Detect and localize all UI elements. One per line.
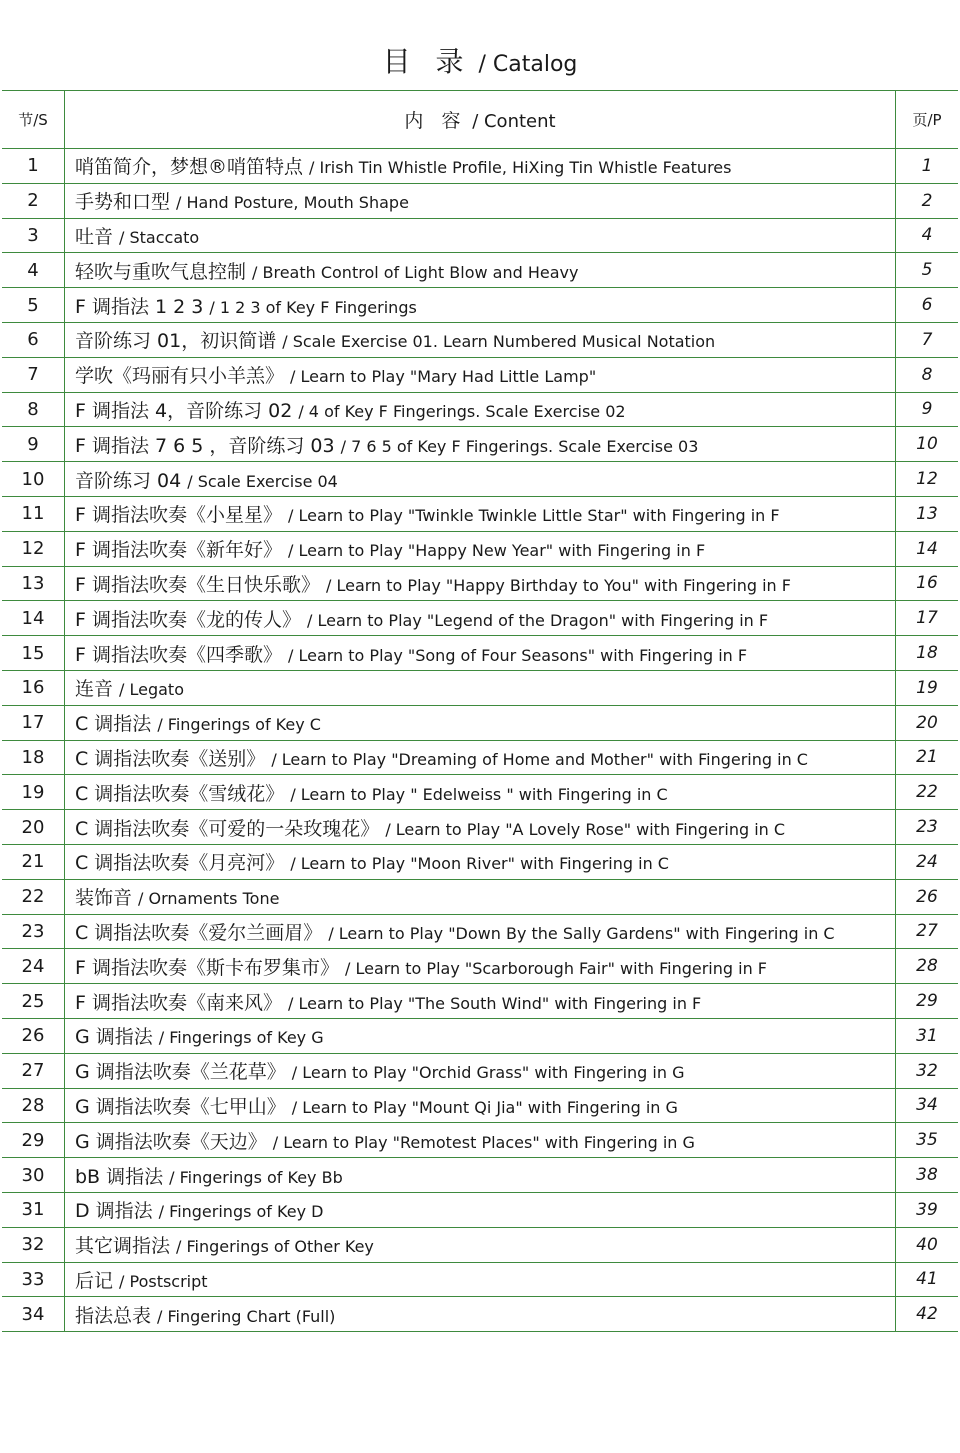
entry-title-en: / Scale Exercise 04 <box>187 471 338 491</box>
table-row[interactable] <box>2 914 958 949</box>
entry-content[interactable] <box>65 566 896 601</box>
section-number: 22 <box>2 879 65 914</box>
table-row[interactable] <box>2 183 958 218</box>
entry-title-zh: F 调指法吹奏《龙的传人》 <box>75 608 301 631</box>
entry-title-zh: C 调指法吹奏《可爱的一朵玫瑰花》 <box>75 817 380 840</box>
entry-title-en: / Learn to Play " Edelweiss " with Fingering in C <box>290 784 668 804</box>
section-number: 24 <box>2 949 65 984</box>
section-number: 13 <box>2 566 65 601</box>
entry-content[interactable] <box>65 1262 896 1297</box>
section-number: 9 <box>2 427 65 462</box>
entry-title-zh: F 调指法吹奏《小星星》 <box>75 504 282 527</box>
entry-title-en: / Learn to Play "Twinkle Twinkle Little Star" with Fingering in F <box>287 506 780 526</box>
table-row[interactable] <box>2 810 958 845</box>
table-row[interactable] <box>2 1227 958 1262</box>
entry-content[interactable] <box>65 392 896 427</box>
title-en: / Catalog <box>478 52 578 77</box>
entry-title-zh: F 调指法吹奏《生日快乐歌》 <box>75 573 320 596</box>
table-row[interactable] <box>2 253 958 288</box>
entry-title-zh: 音阶练习 04 <box>75 469 182 492</box>
entry-title-en: / Learn to Play "Moon River" with Fingering in C <box>290 854 669 874</box>
entry-content[interactable] <box>65 601 896 636</box>
entry-title-en: / Learn to Play "Scarborough Fair" with Fingering in F <box>344 958 767 978</box>
page-number: 6 <box>896 288 959 323</box>
entry-title-en: / Fingerings of Key C <box>157 715 321 735</box>
section-number: 27 <box>2 1053 65 1088</box>
page-number: 17 <box>896 601 959 636</box>
page-number: 24 <box>896 844 959 879</box>
section-number: 28 <box>2 1088 65 1123</box>
page-number: 5 <box>896 253 959 288</box>
header-section: 节/S <box>2 91 65 149</box>
entry-title-en: / Learn to Play "A Lovely Rose" with Fingering in C <box>385 819 786 839</box>
entry-title-en: / Learn to Play "Song of Four Seasons" with Fingering in F <box>287 645 748 665</box>
entry-title-en: / Breath Control of Light Blow and Heavy <box>252 262 579 282</box>
entry-title-zh: 其它调指法 <box>75 1235 171 1258</box>
entry-title-zh: 后记 <box>75 1269 114 1292</box>
page-number: 40 <box>896 1227 959 1262</box>
entry-content[interactable] <box>65 183 896 218</box>
entry-content[interactable] <box>65 1018 896 1053</box>
section-number: 6 <box>2 322 65 357</box>
entry-title-zh: C 调指法吹奏《雪绒花》 <box>75 782 285 805</box>
section-number: 23 <box>2 914 65 949</box>
entry-title-en: / Legato <box>119 680 184 700</box>
header-content-en: / Content <box>472 111 556 132</box>
table-row[interactable] <box>2 322 958 357</box>
page-number: 41 <box>896 1262 959 1297</box>
table-row[interactable] <box>2 357 958 392</box>
entry-content[interactable] <box>65 775 896 810</box>
table-row[interactable] <box>2 1192 958 1227</box>
table-row[interactable] <box>2 1018 958 1053</box>
entry-content[interactable] <box>65 844 896 879</box>
section-number: 33 <box>2 1262 65 1297</box>
entry-title-zh: 学吹《玛丽有只小羊羔》 <box>75 365 285 388</box>
entry-content[interactable] <box>65 636 896 671</box>
entry-content[interactable] <box>65 705 896 740</box>
entry-title-zh: 连音 <box>75 678 114 701</box>
page-number: 4 <box>896 218 959 253</box>
entry-title-zh: G 调指法吹奏《七甲山》 <box>75 1095 286 1118</box>
page-number: 2 <box>896 183 959 218</box>
table-row[interactable] <box>2 879 958 914</box>
table-row[interactable] <box>2 740 958 775</box>
page-number: 14 <box>896 531 959 566</box>
page-number: 29 <box>896 984 959 1019</box>
entry-title-zh: 吐音 <box>75 225 114 248</box>
entry-title-zh: G 调指法吹奏《天边》 <box>75 1130 267 1153</box>
section-number: 17 <box>2 705 65 740</box>
entry-title-en: / Learn to Play "Mary Had Little Lamp" <box>290 367 597 387</box>
entry-title-en: / Fingerings of Key G <box>158 1028 324 1048</box>
section-number: 12 <box>2 531 65 566</box>
entry-title-en: / Learn to Play "Happy New Year" with Fingering in F <box>287 541 706 561</box>
entry-title-zh: F 调指法吹奏《斯卡布罗集市》 <box>75 956 339 979</box>
entry-title-zh: F 调指法 4，音阶练习 02 <box>75 399 293 422</box>
entry-title-zh: 哨笛简介，梦想®哨笛特点 <box>75 156 304 179</box>
entry-content[interactable] <box>65 1053 896 1088</box>
entry-content[interactable] <box>65 357 896 392</box>
page-number: 27 <box>896 914 959 949</box>
section-number: 19 <box>2 775 65 810</box>
table-row[interactable] <box>2 775 958 810</box>
page-number: 23 <box>896 810 959 845</box>
entry-title-zh: G 调指法 <box>75 1026 153 1049</box>
entry-title-en: / Learn to Play "Happy Birthday to You" with Fingering in F <box>325 575 791 595</box>
entry-content[interactable] <box>65 322 896 357</box>
entry-title-zh: F 调指法吹奏《新年好》 <box>75 539 282 562</box>
table-header <box>2 91 958 149</box>
section-number: 31 <box>2 1192 65 1227</box>
header-content-zh: 内 容 <box>404 110 467 132</box>
section-number: 7 <box>2 357 65 392</box>
entry-content[interactable] <box>65 879 896 914</box>
page-number: 10 <box>896 427 959 462</box>
entry-title-zh: 音阶练习 01，初识简谱 <box>75 330 277 353</box>
section-number: 10 <box>2 462 65 497</box>
entry-title-en: / Scale Exercise 01. Learn Numbered Musical Notation <box>282 332 716 352</box>
table-row[interactable] <box>2 427 958 462</box>
table-row[interactable] <box>2 1053 958 1088</box>
table-row[interactable] <box>2 636 958 671</box>
table-row[interactable] <box>2 601 958 636</box>
page-number: 16 <box>896 566 959 601</box>
entry-content[interactable] <box>65 149 896 184</box>
entry-title-en: / Fingerings of Other Key <box>176 1237 374 1257</box>
page-number: 28 <box>896 949 959 984</box>
table-row[interactable] <box>2 1262 958 1297</box>
entry-title-en: / Staccato <box>119 227 200 247</box>
entry-title-en: / 7 6 5 of Key F Fingerings. Scale Exercise 03 <box>340 436 699 456</box>
header-page: 页/P <box>896 91 959 149</box>
page-number: 9 <box>896 392 959 427</box>
entry-title-en: / Learn to Play "Legend of the Dragon" with Fingering in F <box>306 610 769 630</box>
table-row[interactable] <box>2 496 958 531</box>
table-row[interactable] <box>2 1297 958 1332</box>
entry-content[interactable] <box>65 531 896 566</box>
entry-title-en: / Learn to Play "Mount Qi Jia" with Fingering in G <box>291 1097 678 1117</box>
entry-title-en: / Learn to Play "Orchid Grass" with Fingering in G <box>291 1063 685 1083</box>
table-row[interactable] <box>2 705 958 740</box>
entry-title-en: / Learn to Play "Remotest Places" with Fingering in G <box>272 1132 695 1152</box>
header-content <box>65 91 896 149</box>
entry-content[interactable] <box>65 810 896 845</box>
page-number: 20 <box>896 705 959 740</box>
page-number: 21 <box>896 740 959 775</box>
section-number: 1 <box>2 149 65 184</box>
table-row[interactable] <box>2 670 958 705</box>
table-row[interactable] <box>2 949 958 984</box>
entry-content[interactable] <box>65 1227 896 1262</box>
page-number: 1 <box>896 149 959 184</box>
entry-title-en: / Learn to Play "Down By the Sally Gardens" with Fingering in C <box>328 923 835 943</box>
entry-content[interactable] <box>65 914 896 949</box>
table-row[interactable] <box>2 566 958 601</box>
page-number: 38 <box>896 1158 959 1193</box>
section-number: 18 <box>2 740 65 775</box>
entry-title-en: / 1 2 3 of Key F Fingerings <box>209 297 417 317</box>
table-row[interactable] <box>2 392 958 427</box>
table-row[interactable] <box>2 149 958 184</box>
entry-content[interactable] <box>65 427 896 462</box>
entry-title-zh: C 调指法吹奏《送别》 <box>75 747 266 770</box>
section-number: 30 <box>2 1158 65 1193</box>
entry-content[interactable] <box>65 1123 896 1158</box>
entry-title-zh: F 调指法 1 2 3 <box>75 295 204 318</box>
entry-content[interactable] <box>65 1158 896 1193</box>
section-number: 16 <box>2 670 65 705</box>
page-number: 31 <box>896 1018 959 1053</box>
catalog-table <box>2 90 958 1332</box>
page-title <box>0 40 960 80</box>
page-number: 7 <box>896 322 959 357</box>
entry-title-en: / Hand Posture, Mouth Shape <box>176 193 409 213</box>
section-number: 32 <box>2 1227 65 1262</box>
entry-content[interactable] <box>65 1297 896 1332</box>
section-number: 34 <box>2 1297 65 1332</box>
section-number: 14 <box>2 601 65 636</box>
page-number: 22 <box>896 775 959 810</box>
page-number: 42 <box>896 1297 959 1332</box>
entry-title-en: / Ornaments Tone <box>138 889 280 909</box>
section-number: 11 <box>2 496 65 531</box>
entry-title-en: / Postscript <box>119 1271 208 1291</box>
page-number: 34 <box>896 1088 959 1123</box>
section-number: 8 <box>2 392 65 427</box>
entry-content[interactable] <box>65 288 896 323</box>
table-row[interactable] <box>2 984 958 1019</box>
page-number: 12 <box>896 462 959 497</box>
entry-title-zh: bB 调指法 <box>75 1165 164 1188</box>
table-row[interactable] <box>2 1123 958 1158</box>
title-zh: 目 录 <box>382 45 472 78</box>
section-number: 25 <box>2 984 65 1019</box>
entry-content[interactable] <box>65 670 896 705</box>
table-body <box>2 149 958 1332</box>
section-number: 20 <box>2 810 65 845</box>
page-number: 13 <box>896 496 959 531</box>
table-row[interactable] <box>2 462 958 497</box>
section-number: 3 <box>2 218 65 253</box>
entry-title-zh: C 调指法吹奏《爱尔兰画眉》 <box>75 921 323 944</box>
table-row[interactable] <box>2 218 958 253</box>
section-number: 4 <box>2 253 65 288</box>
section-number: 21 <box>2 844 65 879</box>
entry-content[interactable] <box>65 496 896 531</box>
section-number: 2 <box>2 183 65 218</box>
table-row[interactable] <box>2 1158 958 1193</box>
entry-title-en: / Fingerings of Key Bb <box>169 1167 343 1187</box>
entry-content[interactable] <box>65 984 896 1019</box>
entry-content[interactable] <box>65 253 896 288</box>
entry-title-en: / 4 of Key F Fingerings. Scale Exercise 02 <box>298 401 626 421</box>
entry-title-zh: D 调指法 <box>75 1200 153 1223</box>
table-row[interactable] <box>2 288 958 323</box>
page-number: 26 <box>896 879 959 914</box>
page-number: 39 <box>896 1192 959 1227</box>
entry-content[interactable] <box>65 1088 896 1123</box>
page-number: 32 <box>896 1053 959 1088</box>
entry-content[interactable] <box>65 1192 896 1227</box>
entry-title-en: / Learn to Play "The South Wind" with Fingering in F <box>287 993 702 1013</box>
entry-title-zh: 指法总表 <box>75 1304 152 1327</box>
entry-title-zh: F 调指法 7 6 5 ，音阶练习 03 <box>75 434 335 457</box>
entry-title-en: / Fingering Chart (Full) <box>157 1306 336 1326</box>
table-row[interactable] <box>2 531 958 566</box>
entry-title-en: / Fingerings of Key D <box>158 1202 324 1222</box>
entry-title-zh: 装饰音 <box>75 887 133 910</box>
entry-title-zh: F 调指法吹奏《四季歌》 <box>75 643 282 666</box>
entry-title-zh: 手势和口型 <box>75 191 171 214</box>
entry-content[interactable] <box>65 949 896 984</box>
page-number: 18 <box>896 636 959 671</box>
entry-content[interactable] <box>65 462 896 497</box>
section-number: 5 <box>2 288 65 323</box>
entry-title-zh: 轻吹与重吹气息控制 <box>75 260 247 283</box>
section-number: 29 <box>2 1123 65 1158</box>
entry-content[interactable] <box>65 740 896 775</box>
page-number: 19 <box>896 670 959 705</box>
page-number: 35 <box>896 1123 959 1158</box>
table-row[interactable] <box>2 1088 958 1123</box>
entry-title-zh: F 调指法吹奏《南来风》 <box>75 991 282 1014</box>
section-number: 26 <box>2 1018 65 1053</box>
entry-title-zh: C 调指法 <box>75 713 152 736</box>
page-number: 8 <box>896 357 959 392</box>
section-number: 15 <box>2 636 65 671</box>
entry-title-zh: C 调指法吹奏《月亮河》 <box>75 852 285 875</box>
entry-content[interactable] <box>65 218 896 253</box>
table-row[interactable] <box>2 844 958 879</box>
entry-title-en: / Irish Tin Whistle Profile, HiXing Tin Whistle Features <box>309 158 732 178</box>
entry-title-en: / Learn to Play "Dreaming of Home and Mother" with Fingering in C <box>271 749 808 769</box>
entry-title-zh: G 调指法吹奏《兰花草》 <box>75 1061 286 1084</box>
